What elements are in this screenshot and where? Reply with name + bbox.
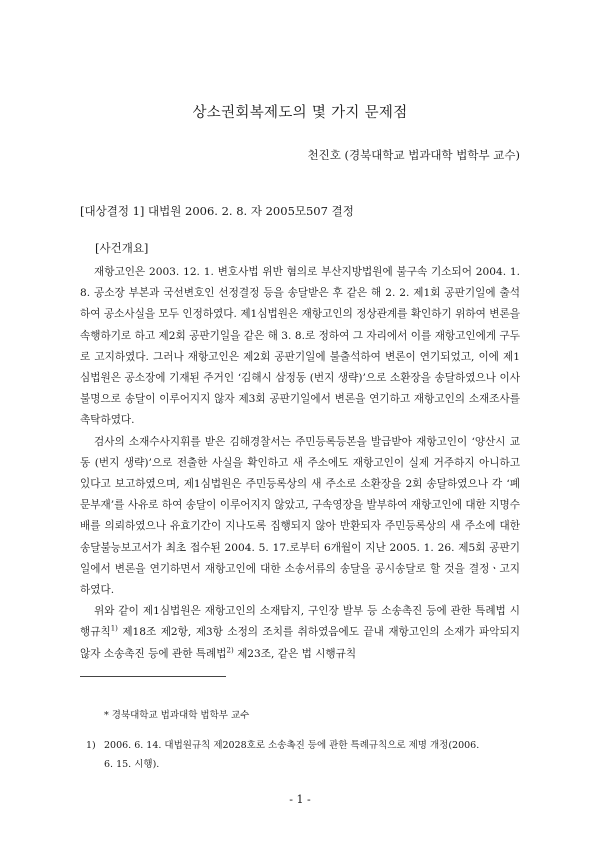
footnote-divider [80, 676, 226, 677]
footnote-1-line2: 6. 15. 시행). [104, 759, 160, 770]
paragraph-3-text-b: 제18조 제2항, 제3항 소정의 조치를 취하였음에도 끝내 재항고인의 소재가 파악되지 않자 소송촉진 등에 관한 특례법 [80, 626, 520, 660]
case-heading: [대상결정 1] 대법원 2006. 2. 8. 자 2005모507 결정 [80, 204, 354, 218]
paragraph-2 [80, 432, 520, 602]
page-number: - 1 - [289, 793, 311, 806]
paragraph-1-text: 재항고인은 2003. 12. 1. 변호사법 위반 혐의로 부산지방법원에 불구속 기소되어 2004. 1. 8. 공소장 부본과 국선변호인 선정결정 등을 송달받은 후 같은 해 2. 2. 제1회 공판기일에 출석하여 공소사실을 모두 인정하였다. 제1심법원은 재항고인의 정상관계를 확인하기 위하여 변론을 속행하기로 하고 제2회 공판기일을 같은 해 3. 8.로 정하여 그 자리에서 이를 재항고인에게 구두로 고지하였다. 그러나 재항고인은 제2회 공판기일에 불출석하여 변론이 연기되었고, 이에 제1심법원은 공소장에 기재된 주거인 ‘김해시 삼정동 (번지 생략)’으로 소환장을 송달하였으나 이사불명으로 송달이 이루어지지 않자 제3회 공판기일에서 변론을 연기하고 재항고인의 소재조사를 촉탁하였다. [80, 266, 520, 427]
body-text [80, 262, 520, 665]
footnote-1-text: 2006. 6. 14. 대법원규칙 제2028호로 소송촉진 등에 관한 특례규칙으로 제명 개정(2006. [104, 740, 480, 751]
author-line: 천진호 (경북대학교 법과대학 법학부 교수) [307, 148, 520, 162]
footnote-ref-1[interactable]: 1) [110, 624, 118, 633]
paragraph-3 [80, 601, 520, 665]
paragraph-3-text-c: 제23조, 같은 법 시행규칙 [233, 647, 357, 660]
footnote-1-number: 1) [86, 740, 96, 751]
footnote-author: * 경북대학교 법과대학 법학부 교수 [104, 710, 250, 721]
footnote-ref-2[interactable]: 2) [226, 646, 234, 655]
paragraph-3-text-a: 위와 같이 제1심법원은 재항고인의 소재탐지, 구인장 발부 등 소송촉진 등에 관한 특례법 시행규칙 [80, 605, 520, 639]
paragraph-2-text: 검사의 소재수사지휘를 받은 김해경찰서는 주민등록등본을 발급받아 재항고인이 ‘양산시 교동 (번지 생략)’으로 전출한 사실을 확인하고 새 주소에도 재항고인이 실제 거주하지 아니하고 있다고 보고하였으며, 제1심법원은 주민등록상의 새 주소로 소환장을 2회 송달하였으나 각 ‘폐문부재’를 사유로 하여 송달이 이루어지지 않았고, 구속영장을 발부하여 재항고인에 대한 지명수배를 의뢰하였으나 유효기간이 지나도록 집행되지 않아 반환되자 주민등록상의 새 주소에 대한 송달불능보고서가 최초 접수된 2004. 5. 17.로부터 6개월이 지난 2005. 1. 26. 제5회 공판기일에서 변론을 연기하면서 재항고인에 대한 소송서류의 송달을 공시송달로 할 것을 결정ㆍ고지하였다. [80, 435, 520, 597]
footnote-1-line1 [86, 736, 520, 755]
paragraph-1 [80, 262, 520, 432]
paper-title: 상소권회복제도의 몇 가지 문제점 [192, 105, 408, 121]
section-heading: [사건개요] [95, 241, 149, 255]
footnote-1 [86, 736, 520, 774]
